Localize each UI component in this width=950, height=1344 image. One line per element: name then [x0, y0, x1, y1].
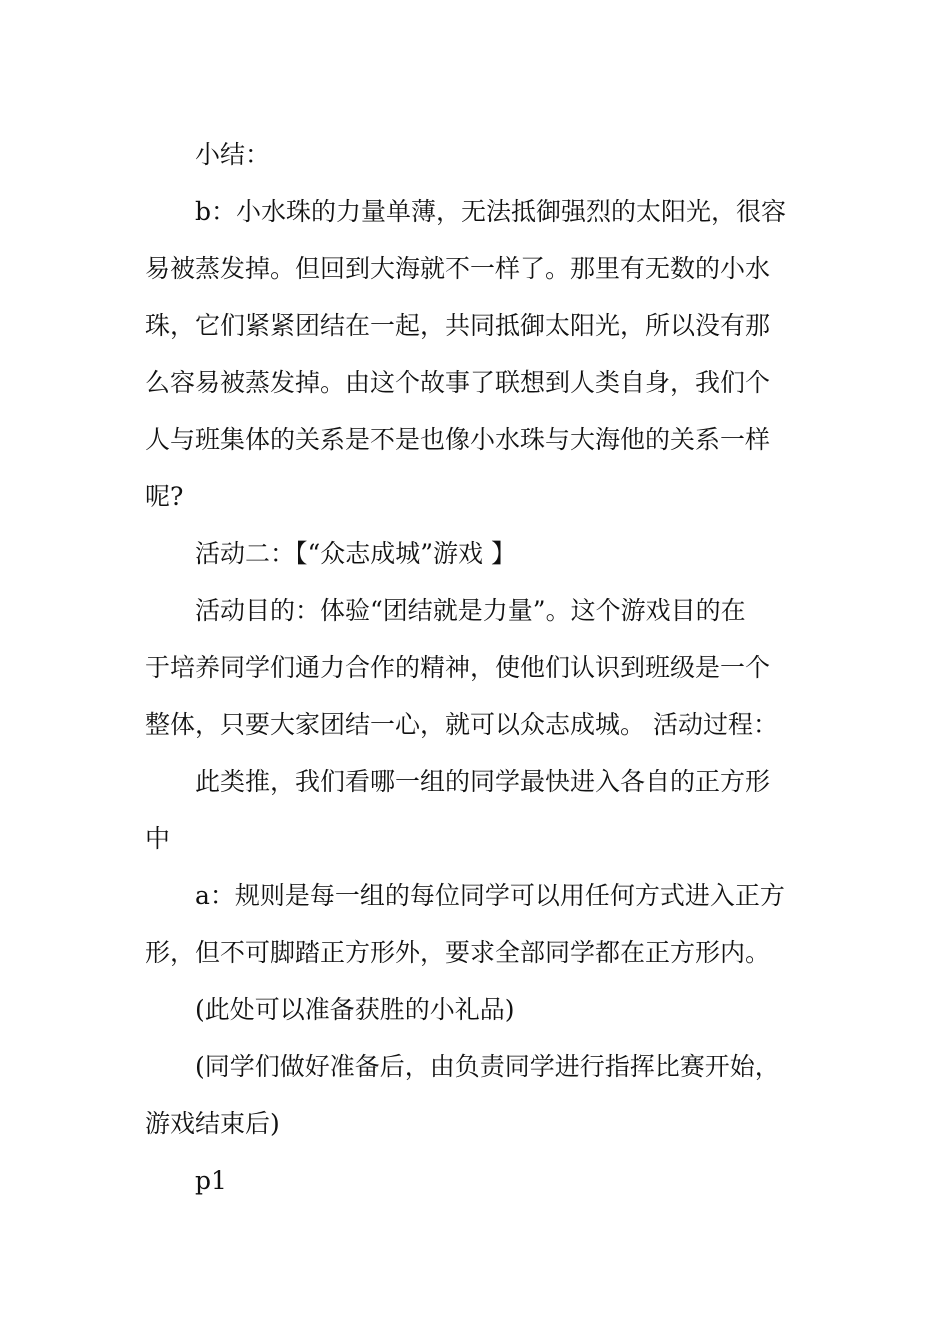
paragraph-summary-heading: [145, 126, 807, 183]
text-line: 此类推，我们看哪一组的同学最快进入各自的正方形: [195, 767, 771, 796]
text-line: p1: [195, 1166, 227, 1195]
text-line: a：规则是每一组的每位同学可以用任何方式进入正方: [195, 881, 785, 910]
text-line: 易被蒸发掉。但回到大海就不一样了。那里有无数的小水: [145, 254, 771, 283]
text-line: 活动目的：体验“团结就是力量”。这个游戏目的在: [195, 596, 746, 625]
text-line: 珠，它们紧紧团结在一起，共同抵御太阳光，所以没有那: [145, 311, 771, 340]
text-line: 整体，只要大家团结一心，就可以众志成城。 活动过程：: [145, 710, 778, 739]
text-line: (此处可以准备获胜的小礼品): [195, 995, 515, 1024]
text-line: 游戏结束后): [145, 1109, 280, 1138]
paragraph-rule-a: [145, 867, 807, 981]
paragraph-summary-b: [145, 183, 807, 525]
paragraph-p1: [145, 1152, 807, 1209]
text-line: (同学们做好准备后，由负责同学进行指挥比赛开始，: [195, 1052, 780, 1081]
document-body: [145, 126, 807, 1209]
paragraph-activity-two-heading: [145, 525, 807, 582]
text-line: 么容易被蒸发掉。由这个故事了联想到人类自身，我们个: [145, 368, 771, 397]
paragraph-prize-note: [145, 981, 807, 1038]
text-line: b：小水珠的力量单薄，无法抵御强烈的太阳光，很容: [195, 197, 787, 226]
paragraph-process: [145, 753, 807, 867]
paragraph-activity-purpose: [145, 582, 807, 753]
text-line: 中: [145, 824, 171, 853]
text-line: 于培养同学们通力合作的精神，使他们认识到班级是一个: [145, 653, 771, 682]
text-line: 人与班集体的关系是不是也像小水珠与大海他的关系一样: [145, 425, 771, 454]
text-line: 小结：: [195, 140, 271, 169]
paragraph-start-note: [145, 1038, 807, 1152]
text-line: 活动二：【“众志成城”游戏 】: [195, 539, 517, 568]
text-line: 呢?: [145, 482, 184, 511]
text-line: 形，但不可脚踏正方形外，要求全部同学都在正方形内。: [145, 938, 771, 967]
